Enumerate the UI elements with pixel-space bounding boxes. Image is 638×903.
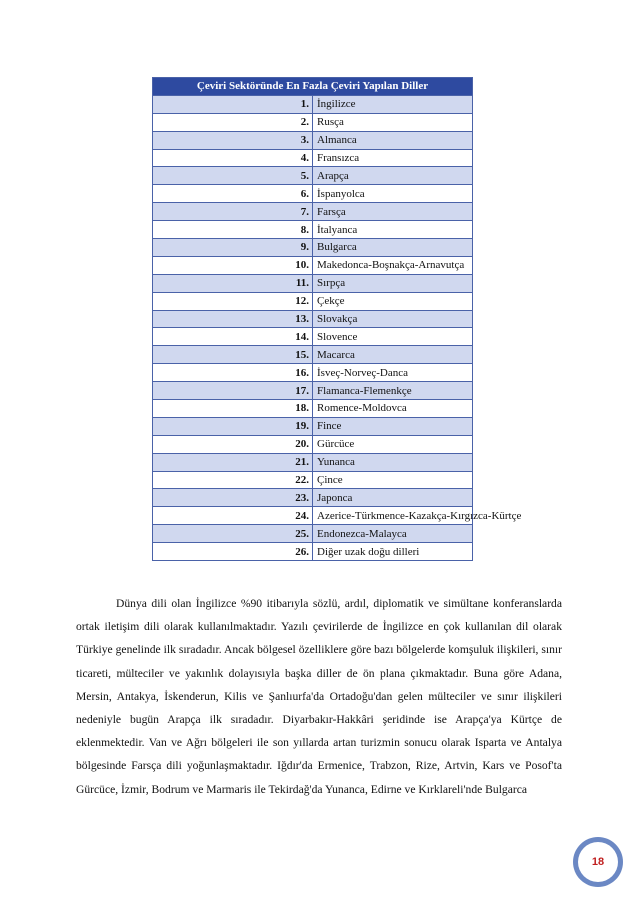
table-row xyxy=(153,239,473,257)
table-row xyxy=(153,221,473,239)
language-cell: Azerice-Türkmence-Kazakça-Kırgızca-Kürtçe xyxy=(313,507,473,525)
rank-cell: 7. xyxy=(153,203,313,221)
table-row xyxy=(153,400,473,418)
language-cell: Çekçe xyxy=(313,292,473,310)
table-row xyxy=(153,95,473,113)
language-cell: Flamanca-Flemenkçe xyxy=(313,382,473,400)
rank-cell: 2. xyxy=(153,113,313,131)
language-cell: Japonca xyxy=(313,489,473,507)
table-row xyxy=(153,131,473,149)
language-cell: Almanca xyxy=(313,131,473,149)
rank-cell: 4. xyxy=(153,149,313,167)
table-body xyxy=(153,95,522,560)
table-row xyxy=(153,292,473,310)
table-row xyxy=(153,382,473,400)
rank-cell: 26. xyxy=(153,543,313,561)
table-row xyxy=(153,346,473,364)
language-cell: Yunanca xyxy=(313,453,473,471)
table-row xyxy=(153,113,473,131)
rank-cell: 13. xyxy=(153,310,313,328)
page-number: 18 xyxy=(578,842,618,882)
table-row xyxy=(153,525,473,543)
table-row xyxy=(153,256,473,274)
table-row xyxy=(153,310,473,328)
language-cell: Rusça xyxy=(313,113,473,131)
language-cell: Makedonca-Boşnakça-Arnavutça xyxy=(313,256,473,274)
rank-cell: 23. xyxy=(153,489,313,507)
table-row xyxy=(153,167,473,185)
table-header: Çeviri Sektöründe En Fazla Çeviri Yapılan Diller xyxy=(153,78,473,96)
language-cell: İtalyanca xyxy=(313,221,473,239)
rank-cell: 15. xyxy=(153,346,313,364)
rank-cell: 3. xyxy=(153,131,313,149)
rank-cell: 10. xyxy=(153,256,313,274)
language-cell: İsveç-Norveç-Danca xyxy=(313,364,473,382)
rank-cell: 1. xyxy=(153,95,313,113)
language-cell: Diğer uzak doğu dilleri xyxy=(313,543,473,561)
body-paragraph: Dünya dili olan İngilizce %90 itibarıyla sözlü, ardıl, diplomatik ve simültane konferanslarda ortak iletişim dili olarak kullanılmaktadır. Yazılı çevirilerde de İngilizce en çok kullanılan dil olarak Türkiye genelinde ilk sıradadır. Ancak bölgesel özelliklere göre bazı bölgelerde komşuluk ilişkileri, sınır ticareti, mülteciler ve yakınlık dolayısıyla başka diller de ön plana çıkmaktadır. Buna göre Adana, Mersin, Antakya, İskenderun, Kilis ve Şanlıurfa'da Ortadoğu'dan gelen mülteciler ve sınır ilişkileri nedeniyle bugün Arapça ilk sıradadır. Diyarbakır-Hakkâri şeridinde ise Arapça'ya Kürtçe de eklenmektedir. Van ve Ağrı bölgeleri ile son yıllarda artan turizmin sonucu olarak Isparta ve Antalya bölgesinde Farsça dili yoğunlaşmaktadır. Iğdır'da Ermenice, Trabzon, Rize, Artvin, Kars ve Posof'ta Gürcüce, İzmir, Bodrum ve Marmaris ile Tekirdağ'da Yunanca, Edirne ve Kırklareli'nde Bulgarca xyxy=(76,597,562,796)
language-cell: Endonezca-Malayca xyxy=(313,525,473,543)
rank-cell: 9. xyxy=(153,239,313,257)
language-cell: Macarca xyxy=(313,346,473,364)
table-row xyxy=(153,149,473,167)
table-row xyxy=(153,274,473,292)
rank-cell: 14. xyxy=(153,328,313,346)
language-cell: Gürcüce xyxy=(313,435,473,453)
language-cell: İngilizce xyxy=(313,95,473,113)
rank-cell: 25. xyxy=(153,525,313,543)
language-cell: Slovence xyxy=(313,328,473,346)
rank-cell: 22. xyxy=(153,471,313,489)
table-row xyxy=(153,185,473,203)
rank-cell: 18. xyxy=(153,400,313,418)
languages-table xyxy=(152,77,522,561)
table-row xyxy=(153,471,473,489)
language-cell: Bulgarca xyxy=(313,239,473,257)
rank-cell: 8. xyxy=(153,221,313,239)
rank-cell: 17. xyxy=(153,382,313,400)
language-cell: Romence-Moldovca xyxy=(313,400,473,418)
language-cell: Sırpça xyxy=(313,274,473,292)
rank-cell: 21. xyxy=(153,453,313,471)
table-row xyxy=(153,453,473,471)
rank-cell: 19. xyxy=(153,417,313,435)
table-row xyxy=(153,203,473,221)
body-text xyxy=(76,592,562,801)
language-cell: İspanyolca xyxy=(313,185,473,203)
table-row xyxy=(153,435,473,453)
rank-cell: 5. xyxy=(153,167,313,185)
table-row xyxy=(153,328,473,346)
language-cell: Çince xyxy=(313,471,473,489)
page-number-badge xyxy=(573,837,623,887)
table-row xyxy=(153,543,473,561)
rank-cell: 20. xyxy=(153,435,313,453)
language-cell: Fransızca xyxy=(313,149,473,167)
table-row xyxy=(153,417,473,435)
rank-cell: 16. xyxy=(153,364,313,382)
table-row xyxy=(153,364,473,382)
table-row xyxy=(153,507,473,525)
language-cell: Arapça xyxy=(313,167,473,185)
rank-cell: 24. xyxy=(153,507,313,525)
language-cell: Slovakça xyxy=(313,310,473,328)
table-row xyxy=(153,489,473,507)
rank-cell: 11. xyxy=(153,274,313,292)
rank-cell: 6. xyxy=(153,185,313,203)
rank-cell: 12. xyxy=(153,292,313,310)
language-cell: Fince xyxy=(313,417,473,435)
language-cell: Farsça xyxy=(313,203,473,221)
